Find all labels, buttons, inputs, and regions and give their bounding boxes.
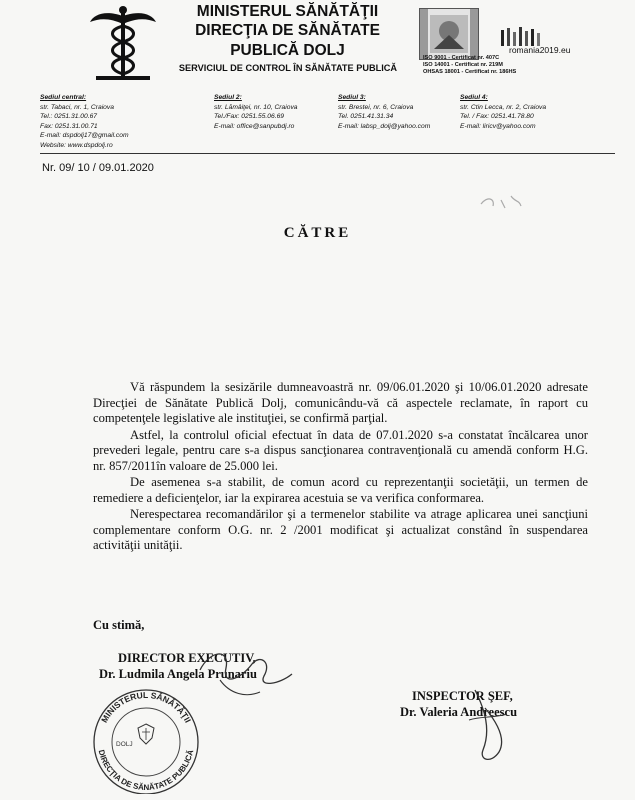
header-ministry-title: MINISTERUL SĂNĂTĂŢII (196, 3, 379, 20)
stamp-top-text: MINISTERUL SĂNĂTĂŢII (99, 689, 194, 725)
office-phone: Tel. 0251.41.31.34 (338, 113, 394, 121)
body-paragraph: De asemenea s-a stabilit, de comun acord cu reprezentanţii societăţii, un termen de remediere a deficienţelor, iar la expirarea acestuia se va verifica conformarea. (93, 475, 588, 505)
certification-logo-icon (419, 8, 479, 60)
handwritten-mark-icon (475, 186, 545, 226)
office-email: E-mail: office@sanpubdj.ro (214, 122, 295, 130)
letter-body (93, 380, 588, 555)
office-address: str. Tabaci, nr. 1, Craiova (40, 103, 114, 111)
office-address: str. Brestei, nr. 6, Craiova (338, 103, 414, 111)
official-stamp-icon (86, 684, 206, 794)
office-title: Sediul central: (40, 94, 87, 101)
certification-line: OHSAS 18001 - Certificat nr. 186HS (423, 69, 517, 75)
director-name: Dr. Ludmila Angela Prunariu (99, 667, 257, 681)
header-service-subtitle: SERVICIUL DE CONTROL ÎN SĂNĂTATE PUBLICĂ (178, 63, 398, 73)
romania-2019-url: romania2019.eu (509, 45, 571, 55)
office-email: E-mail: dspdolj17@gmail.com (40, 132, 129, 140)
header-directorate-title-2: PUBLICĂ DOLJ (230, 42, 345, 59)
body-paragraph: Astfel, la controlul oficial efectuat în data de 07.01.2020 s-a constatat încălcarea unor prevederi legale, pentru care s-a dispus sancţionarea contravenţională cu amendă conform H.G. nr. 857/2011în valoare de 25.000 lei. (93, 427, 588, 473)
svg-text:MINISTERUL SĂNĂTĂŢII (99, 690, 193, 724)
closing-salutation: Cu stimă, (93, 618, 145, 632)
inspector-name: Dr. Valeria Andreescu (400, 705, 518, 719)
office-email: E-mail: liricv@yahoo.com (460, 122, 536, 130)
body-paragraph: Vă răspundem la sesizările dumneavoastră nr. 09/06.01.2020 şi 10/06.01.2020 adresate Direcţiei de Sănătate Publică Dolj, comunicându-vă că aspectele reclamate, în raport cu competenţele legislative ale instituţiei, se confirmă parţial. (93, 380, 588, 425)
certification-line: ISO 9001 - Certificat nr. 407C (423, 55, 500, 61)
office-phone: Tel.: 0251.31.00.67 (40, 113, 98, 121)
inspector-title: INSPECTOR ŞEF, (412, 689, 513, 703)
office-title: Sediul 4: (460, 94, 488, 101)
header-divider (40, 153, 615, 154)
document-number: Nr. 09/ 10 / 09.01.2020 (42, 162, 154, 174)
director-title: DIRECTOR EXECUTIV, (118, 651, 256, 665)
office-3 (338, 93, 430, 131)
office-address: str. Lămâiţei, nr. 10, Craiova (214, 103, 298, 111)
office-address: str. Ctin Lecca, nr. 2, Craiova (460, 103, 547, 111)
inspector-signature-icon (455, 680, 525, 770)
office-website: Website: www.dspdolj.ro (40, 141, 113, 149)
office-4 (460, 93, 546, 131)
caduceus-logo-icon (88, 6, 158, 82)
stamp-bottom-text: DIRECŢIA DE SĂNĂTATE PUBLICĂ (96, 748, 196, 793)
office-central (40, 93, 129, 151)
office-title: Sediul 3: (338, 94, 366, 101)
stamp-left-text: DOLJ (116, 741, 133, 748)
office-2 (214, 93, 298, 131)
certification-line: ISO 14001 - Certificat nr. 219M (423, 62, 503, 68)
svg-text:DIRECŢIA DE SĂNĂTATE PUBLICĂ (97, 749, 196, 792)
body-paragraph: Nerespectarea recomandărilor şi a termenelor stabilite va atrage aplicarea unei sancţiuni complementare conform O.G. nr. 2 /2001 modificat şi actualizat constând în suspendarea activităţii unităţii. (93, 507, 588, 552)
header-directorate-title: DIRECŢIA DE SĂNĂTATE (195, 22, 380, 39)
certification-list (423, 55, 516, 76)
office-phone: Tel./Fax: 0251.55.06.69 (214, 113, 285, 121)
office-fax: Fax: 0251.31.00.71 (40, 122, 98, 130)
office-title: Sediul 2: (214, 94, 242, 101)
office-phone: Tel. / Fax: 0251.41.78.80 (460, 113, 534, 121)
recipient-heading: CĂTRE (283, 225, 352, 241)
office-email: E-mail: labsp_dolj@yahoo.com (338, 122, 431, 130)
